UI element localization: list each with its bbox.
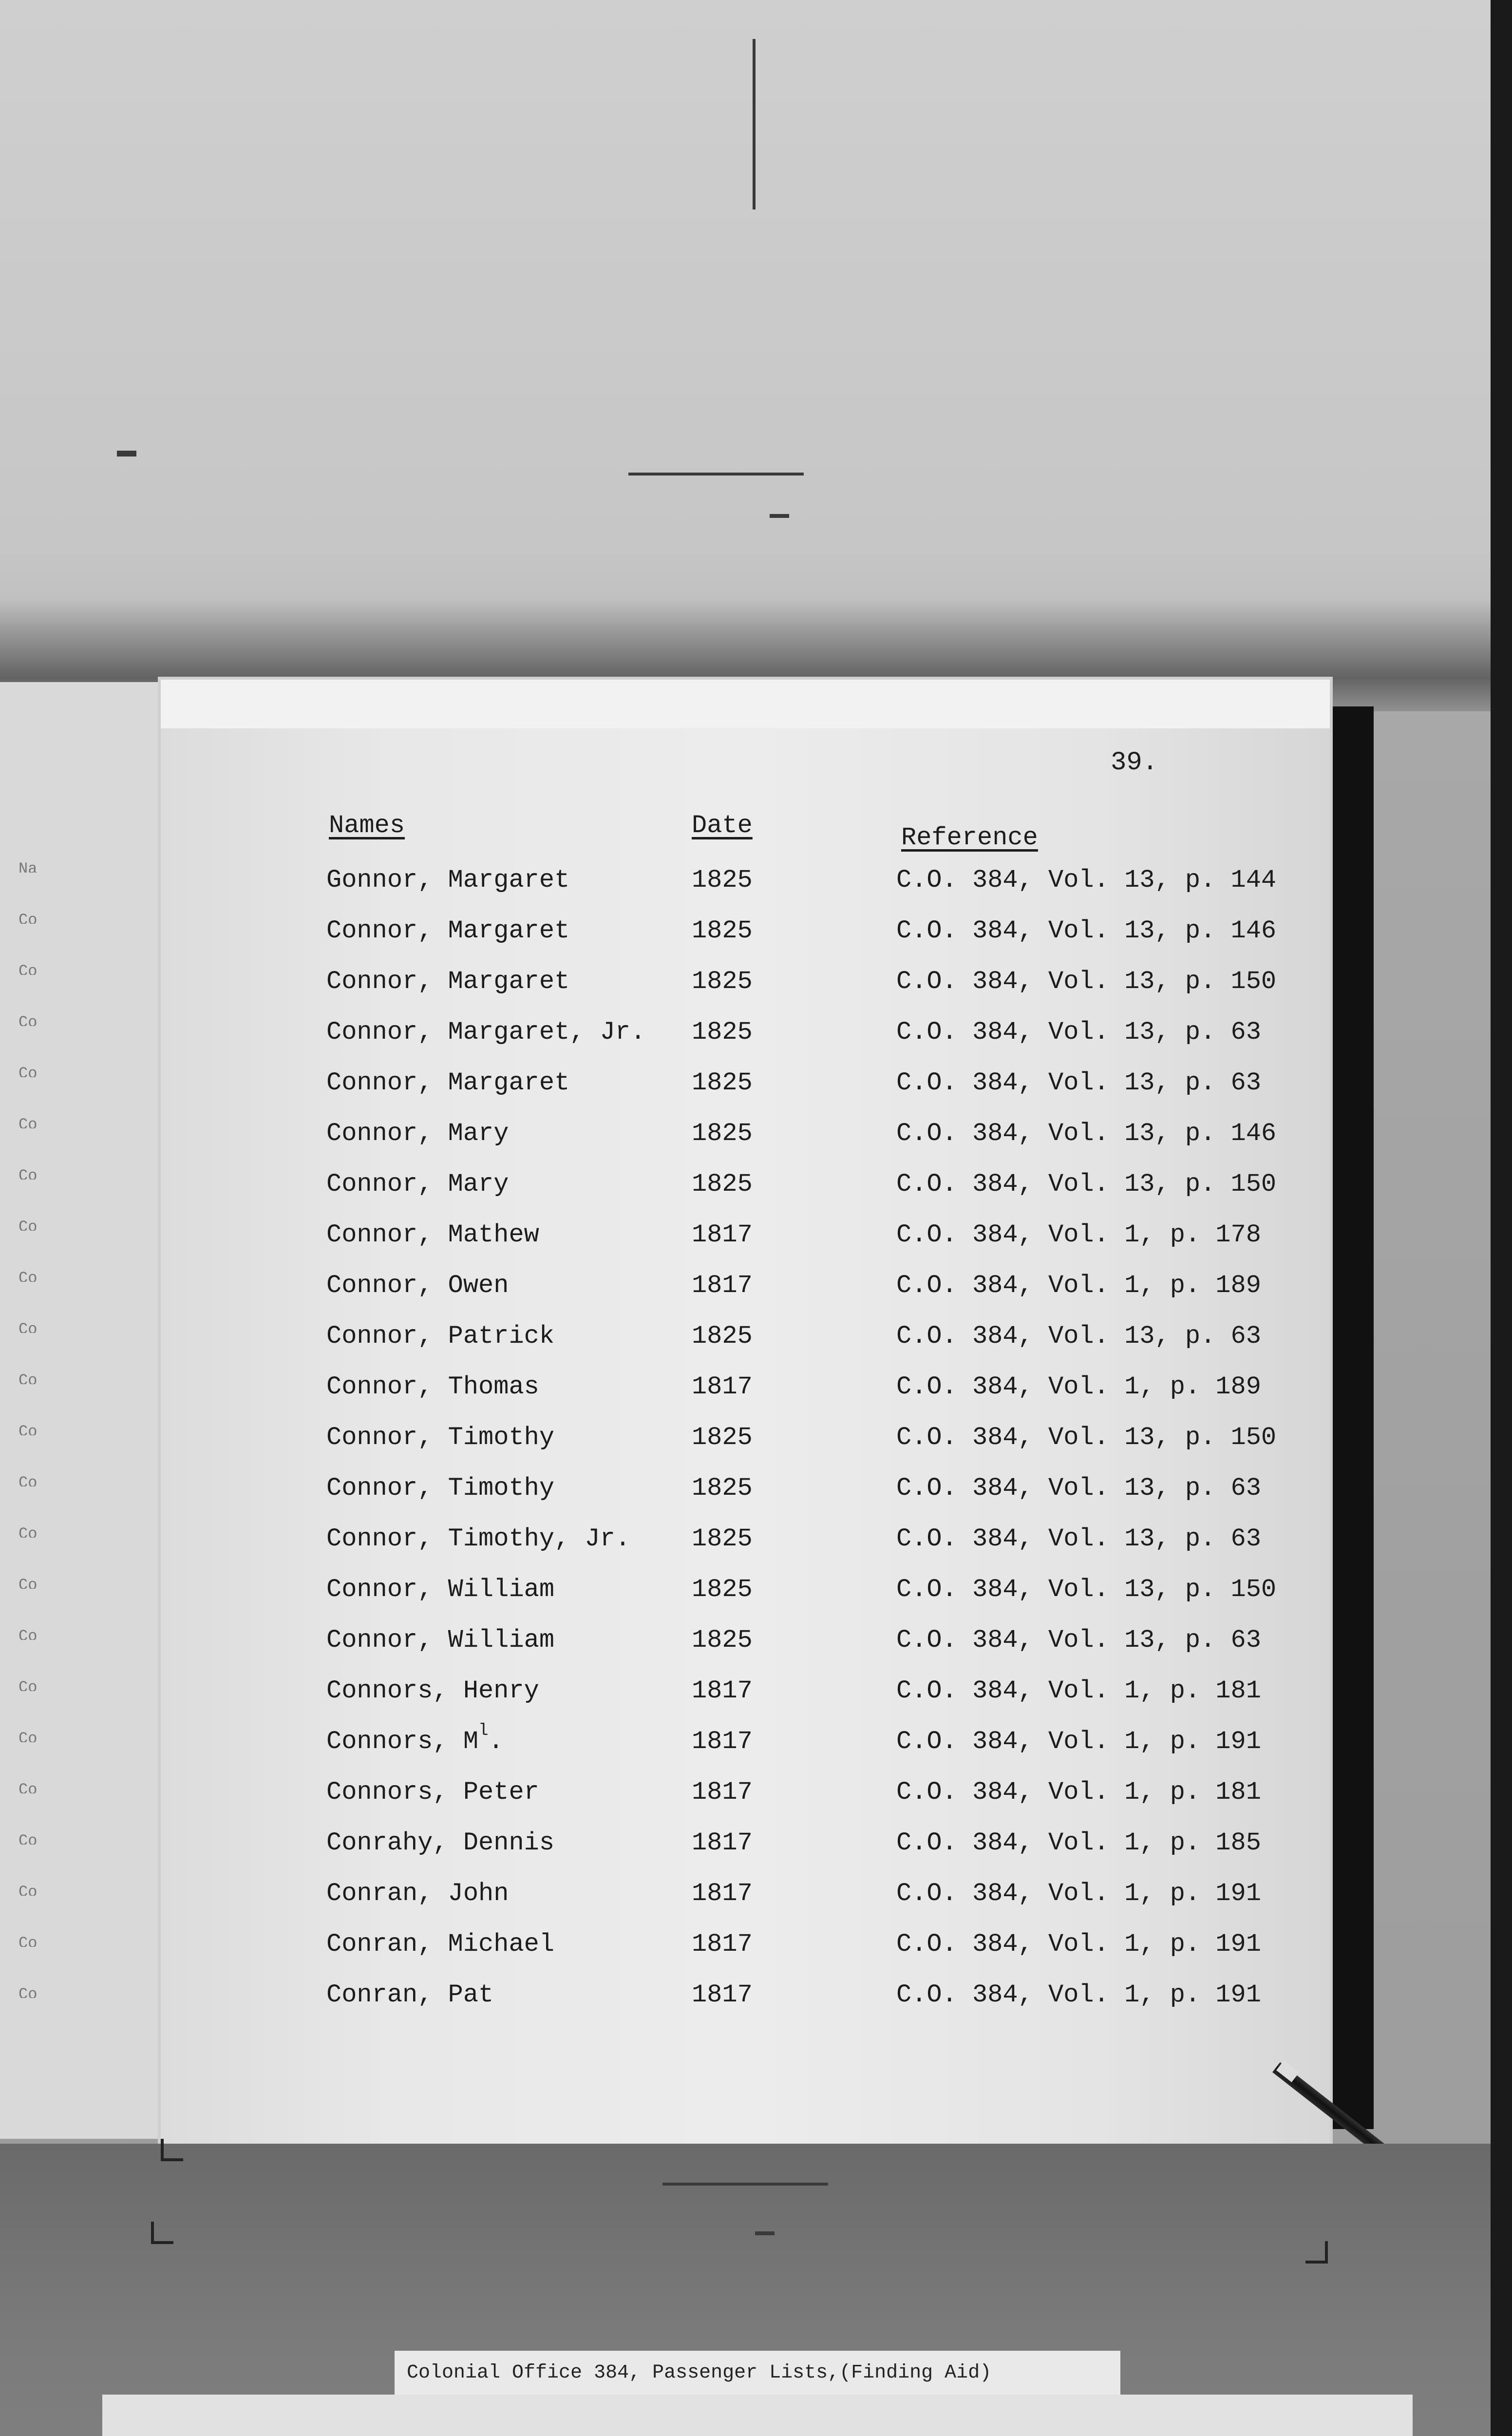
corner-mark — [161, 2139, 183, 2161]
entry-reference: C.O. 384, Vol. 13, p. 144 — [896, 866, 1277, 894]
entry-reference: C.O. 384, Vol. 13, p. 63 — [896, 1322, 1261, 1351]
list-item — [0, 1412, 1512, 1463]
scratch-mark — [117, 451, 136, 457]
page-number: 39. — [1111, 748, 1158, 778]
clipped-text: Co — [19, 1065, 38, 1077]
entry-date: 1825 — [692, 1423, 753, 1452]
entry-date: 1825 — [692, 1018, 753, 1047]
column-header-reference: Reference — [901, 823, 1038, 852]
list-item — [0, 1767, 1512, 1818]
entry-name: Connor, Margaret — [326, 1068, 570, 1097]
entry-name: Conrahy, Dennis — [326, 1828, 555, 1857]
entry-name: Connor, Timothy, Jr. — [326, 1524, 631, 1553]
clipped-text: Co — [19, 1525, 38, 1538]
list-item — [0, 1564, 1512, 1615]
entry-name: Conran, Pat — [326, 1980, 494, 2009]
entry-date: 1817 — [692, 1828, 753, 1857]
entry-reference: C.O. 384, Vol. 1, p. 191 — [896, 1879, 1261, 1908]
entry-reference: C.O. 384, Vol. 1, p. 181 — [896, 1778, 1261, 1807]
entry-name: Connor, Margaret — [326, 916, 570, 945]
clipped-text: Co — [19, 1474, 38, 1486]
page-top-edge — [161, 680, 1330, 728]
column-header-date: Date — [692, 811, 753, 840]
scratch-mark — [662, 2183, 828, 2186]
list-item — [0, 1108, 1512, 1159]
clipped-text: Co — [19, 1167, 38, 1180]
entry-name — [326, 1716, 504, 1767]
entry-reference: C.O. 384, Vol. 1, p. 178 — [896, 1220, 1261, 1249]
entry-date: 1817 — [692, 1271, 753, 1300]
entry-name: Connor, Mathew — [326, 1220, 539, 1249]
clipped-text: Co — [19, 1730, 38, 1742]
list-item — [0, 1868, 1512, 1919]
film-edge — [1491, 0, 1512, 2436]
clipped-text: Co — [19, 1116, 38, 1128]
clipped-text: Co — [19, 1832, 38, 1845]
entry-name-superscript: l — [478, 1722, 489, 1740]
entry-date: 1825 — [692, 866, 753, 894]
list-item — [0, 1716, 1512, 1767]
entry-date: 1825 — [692, 1575, 753, 1604]
caption-text: Colonial Office 384, Passenger Lists,(Finding Aid) — [407, 2362, 992, 2384]
entry-reference: C.O. 384, Vol. 1, p. 185 — [896, 1828, 1261, 1857]
list-item — [0, 1210, 1512, 1260]
entry-name: Conran, Michael — [326, 1930, 555, 1959]
entry-date: 1817 — [692, 1879, 753, 1908]
entry-name: Connor, Owen — [326, 1271, 509, 1300]
entry-name-prefix: Connors, M — [326, 1727, 479, 1756]
clipped-text: Co — [19, 1781, 38, 1793]
entry-reference: C.O. 384, Vol. 13, p. 150 — [896, 967, 1277, 996]
entry-reference: C.O. 384, Vol. 1, p. 191 — [896, 1930, 1261, 1959]
entry-name: Connor, Timothy — [326, 1423, 555, 1452]
entry-reference: C.O. 384, Vol. 13, p. 150 — [896, 1170, 1277, 1199]
entry-date: 1825 — [692, 1068, 753, 1097]
list-item — [0, 1919, 1512, 1970]
entry-reference: C.O. 384, Vol. 13, p. 63 — [896, 1018, 1261, 1047]
entry-name: Connor, William — [326, 1626, 555, 1655]
entry-reference: C.O. 384, Vol. 13, p. 63 — [896, 1524, 1261, 1553]
clipped-text: Co — [19, 1883, 38, 1896]
entry-date: 1817 — [692, 1778, 753, 1807]
entry-reference: C.O. 384, Vol. 13, p. 63 — [896, 1626, 1261, 1655]
entry-reference: C.O. 384, Vol. 13, p. 150 — [896, 1423, 1277, 1452]
entry-name: Gonnor, Margaret — [326, 866, 570, 894]
entry-date: 1825 — [692, 1322, 753, 1351]
entry-reference: C.O. 384, Vol. 1, p. 189 — [896, 1271, 1261, 1300]
clipped-text: Co — [19, 1371, 38, 1384]
entry-reference: C.O. 384, Vol. 13, p. 146 — [896, 1119, 1277, 1148]
scratch-mark — [628, 473, 804, 476]
entry-name: Connor, Mary — [326, 1170, 509, 1199]
scratch-mark — [755, 2231, 775, 2235]
entry-reference: C.O. 384, Vol. 13, p. 150 — [896, 1575, 1277, 1604]
list-item — [0, 1007, 1512, 1058]
entry-date: 1825 — [692, 916, 753, 945]
clipped-text: Co — [19, 1576, 38, 1589]
corner-mark — [151, 2222, 173, 2244]
entry-reference: C.O. 384, Vol. 1, p. 189 — [896, 1372, 1261, 1401]
entry-date: 1817 — [692, 1930, 753, 1959]
entry-date: 1817 — [692, 1727, 753, 1756]
entry-reference: C.O. 384, Vol. 13, p. 63 — [896, 1068, 1261, 1097]
entry-name: Connor, Patrick — [326, 1322, 555, 1351]
entry-name-suffix: . — [488, 1727, 504, 1756]
clipped-text: Co — [19, 911, 38, 924]
list-item — [0, 1818, 1512, 1868]
entry-name: Connors, Henry — [326, 1676, 539, 1705]
entry-reference: C.O. 384, Vol. 13, p. 63 — [896, 1474, 1261, 1503]
clipped-text: Co — [19, 1985, 38, 1998]
scratch-mark — [753, 39, 756, 209]
entry-reference: C.O. 384, Vol. 13, p. 146 — [896, 916, 1277, 945]
list-item — [0, 855, 1512, 906]
entry-date: 1817 — [692, 1676, 753, 1705]
entry-name: Connor, Margaret — [326, 967, 570, 996]
entry-date: 1825 — [692, 1119, 753, 1148]
entry-name: Connor, Thomas — [326, 1372, 539, 1401]
list-item — [0, 1514, 1512, 1564]
column-header-names: Names — [329, 811, 405, 840]
entry-date: 1825 — [692, 1474, 753, 1503]
entry-name: Connor, William — [326, 1575, 555, 1604]
list-item — [0, 906, 1512, 956]
list-item — [0, 1159, 1512, 1210]
scratch-mark — [770, 514, 789, 518]
corner-mark — [1305, 2241, 1328, 2264]
list-item — [0, 1362, 1512, 1412]
clipped-text: Co — [19, 1423, 38, 1435]
list-item — [0, 1058, 1512, 1108]
entry-name: Connors, Peter — [326, 1778, 539, 1807]
list-item — [0, 1666, 1512, 1716]
entry-date: 1825 — [692, 1170, 753, 1199]
entry-name: Connor, Mary — [326, 1119, 509, 1148]
clipped-text: Co — [19, 962, 38, 975]
clipped-text: Co — [19, 1627, 38, 1640]
entry-reference: C.O. 384, Vol. 1, p. 181 — [896, 1676, 1261, 1705]
archives-plate — [102, 2395, 1413, 2436]
entry-name: Conran, John — [326, 1879, 509, 1908]
entry-reference: C.O. 384, Vol. 1, p. 191 — [896, 1727, 1261, 1756]
clipped-text: Co — [19, 1678, 38, 1691]
clipped-text: Co — [19, 1218, 38, 1231]
entry-date: 1817 — [692, 1372, 753, 1401]
entry-date: 1825 — [692, 1524, 753, 1553]
list-item — [0, 1463, 1512, 1514]
clipped-text: Co — [19, 1934, 38, 1947]
entry-date: 1817 — [692, 1220, 753, 1249]
entry-name: Connor, Timothy — [326, 1474, 555, 1503]
entry-date: 1825 — [692, 967, 753, 996]
list-item — [0, 1260, 1512, 1311]
clipped-text: Co — [19, 1269, 38, 1282]
clipped-text: Co — [19, 1320, 38, 1333]
list-item — [0, 1970, 1512, 2020]
entry-reference: C.O. 384, Vol. 1, p. 191 — [896, 1980, 1261, 2009]
list-item — [0, 1615, 1512, 1666]
clipped-text: Co — [19, 1013, 38, 1026]
list-item — [0, 956, 1512, 1007]
clipped-text: Na — [19, 860, 38, 873]
entry-date: 1817 — [692, 1980, 753, 2009]
list-item — [0, 1311, 1512, 1362]
entry-date: 1825 — [692, 1626, 753, 1655]
entry-name: Connor, Margaret, Jr. — [326, 1018, 646, 1047]
